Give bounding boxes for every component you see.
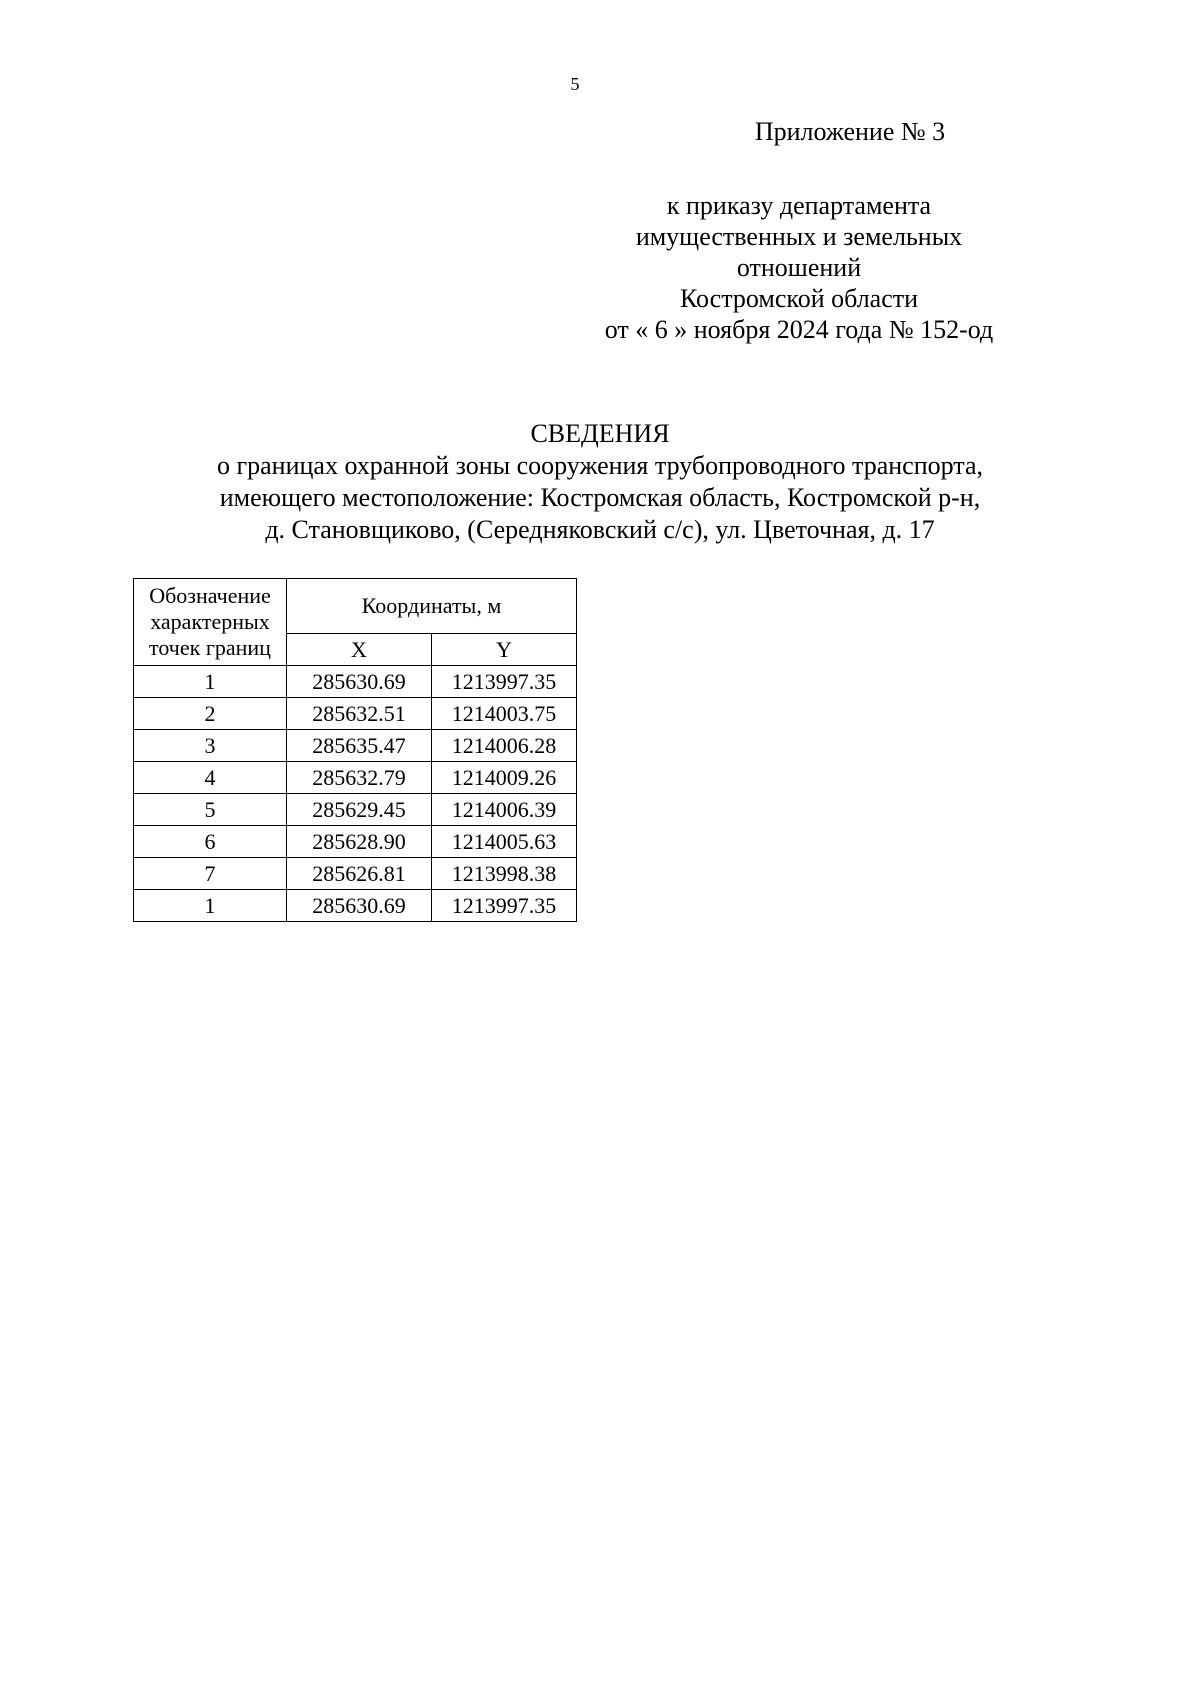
table-row: [134, 698, 577, 730]
cell-x: 285630.69: [287, 890, 432, 922]
cell-x: 285628.90: [287, 826, 432, 858]
table-row: [134, 826, 577, 858]
appendix-reference: [590, 190, 1008, 345]
cell-point: 4: [134, 762, 287, 794]
header-point-line: Обозначение: [149, 583, 271, 608]
cell-point: 3: [134, 730, 287, 762]
table-row: [134, 730, 577, 762]
header-y: Y: [432, 634, 577, 666]
cell-y: 1214003.75: [432, 698, 577, 730]
appendix-title: Приложение № 3: [754, 117, 946, 146]
cell-y: 1214009.26: [432, 762, 577, 794]
cell-point: 6: [134, 826, 287, 858]
page-number: 5: [570, 74, 580, 94]
coordinates-table: [133, 578, 577, 922]
header-x: X: [287, 634, 432, 666]
cell-point: 1: [134, 666, 287, 698]
cell-y: 1213998.38: [432, 858, 577, 890]
cell-y: 1213997.35: [432, 666, 577, 698]
cell-x: 285630.69: [287, 666, 432, 698]
cell-y: 1214006.39: [432, 794, 577, 826]
cell-x: 285626.81: [287, 858, 432, 890]
table-row: [134, 666, 577, 698]
heading-line: д. Становщиково, (Середняковский с/с), ул. Цветочная, д. 17: [265, 515, 935, 544]
header-point-designation: [134, 579, 287, 666]
appendix-ref-line: имущественных и земельных: [635, 222, 963, 251]
cell-y: 1214005.63: [432, 826, 577, 858]
cell-x: 285632.79: [287, 762, 432, 794]
appendix-ref-line: отношений: [736, 253, 862, 282]
table-row: [134, 794, 577, 826]
heading-line: о границах охранной зоны сооружения трубопроводного транспорта,: [216, 451, 984, 480]
appendix-ref-line: Костромской области: [679, 284, 919, 313]
heading-line: имеющего местоположение: Костромская область, Костромской р-н,: [219, 483, 981, 512]
cell-point: 7: [134, 858, 287, 890]
header-coordinates: Координаты, м: [287, 579, 577, 634]
table-row: [134, 858, 577, 890]
cell-x: 285635.47: [287, 730, 432, 762]
cell-x: 285629.45: [287, 794, 432, 826]
header-point-line: характерных: [150, 609, 270, 634]
cell-y: 1213997.35: [432, 890, 577, 922]
cell-x: 285632.51: [287, 698, 432, 730]
document-heading: [140, 418, 1060, 546]
heading-title: СВЕДЕНИЯ: [530, 419, 670, 448]
cell-point: 5: [134, 794, 287, 826]
appendix-ref-line: к приказу департамента: [666, 191, 932, 220]
header-point-line: точек границ: [149, 635, 271, 660]
table-row: [134, 890, 577, 922]
table-row: [134, 762, 577, 794]
cell-y: 1214006.28: [432, 730, 577, 762]
cell-point: 1: [134, 890, 287, 922]
appendix-ref-line: от « 6 » ноября 2024 года № 152-од: [604, 315, 994, 344]
cell-point: 2: [134, 698, 287, 730]
